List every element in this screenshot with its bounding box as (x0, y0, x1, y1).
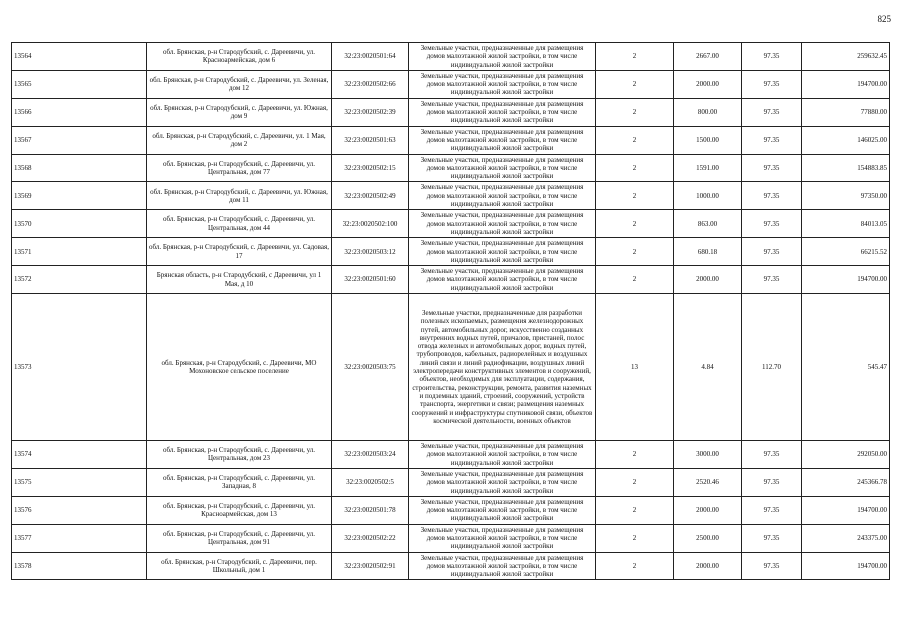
category-cell: 2 (596, 126, 674, 154)
cadastral-number-cell: 32:23:0020501:64 (332, 43, 409, 71)
address-cell: обл. Брянская, р-н Стародубский, с. Дареевичи, ул. Южная, дом 11 (147, 182, 332, 210)
table-row (12, 294, 890, 441)
table-row (12, 552, 890, 580)
area-cell: 2667.00 (674, 43, 742, 71)
category-cell: 2 (596, 524, 674, 552)
cadastral-number-cell: 32:23:0020502:15 (332, 154, 409, 182)
category-cell: 2 (596, 496, 674, 524)
table-row (12, 126, 890, 154)
table-row (12, 441, 890, 469)
rate-cell: 97.35 (742, 182, 802, 210)
row-number: 13575 (12, 468, 147, 496)
area-cell: 4.84 (674, 294, 742, 441)
address-cell: Брянская область, р-н Стародубский, с Дареевичи, ул 1 Мая, д 10 (147, 266, 332, 294)
area-cell: 2000.00 (674, 70, 742, 98)
cadastral-number-cell: 32:23:0020502:100 (332, 210, 409, 238)
land-use-cell: Земельные участки, предназначенные для размещения домов малоэтажной жилой застройки, в том числе индивидуальной жилой застройки (409, 182, 596, 210)
row-number: 13571 (12, 238, 147, 266)
row-number: 13578 (12, 552, 147, 580)
cadastral-number-cell: 32:23:0020501:78 (332, 496, 409, 524)
row-number: 13570 (12, 210, 147, 238)
category-cell: 2 (596, 182, 674, 210)
row-number: 13568 (12, 154, 147, 182)
rate-cell: 97.35 (742, 266, 802, 294)
rate-cell: 97.35 (742, 126, 802, 154)
cadastral-value-cell: 292050.00 (802, 441, 890, 469)
area-cell: 680.18 (674, 238, 742, 266)
land-use-cell: Земельные участки, предназначенные для размещения домов малоэтажной жилой застройки, в том числе индивидуальной жилой застройки (409, 552, 596, 580)
cadastral-value-cell: 194700.00 (802, 70, 890, 98)
table-row (12, 238, 890, 266)
land-use-cell: Земельные участки, предназначенные для размещения домов малоэтажной жилой застройки, в том числе индивидуальной жилой застройки (409, 468, 596, 496)
area-cell: 3000.00 (674, 441, 742, 469)
category-cell: 2 (596, 441, 674, 469)
category-cell: 2 (596, 210, 674, 238)
table-row (12, 70, 890, 98)
rate-cell: 97.35 (742, 238, 802, 266)
cadastral-value-cell: 243375.00 (802, 524, 890, 552)
land-use-cell: Земельные участки, предназначенные для размещения домов малоэтажной жилой застройки, в том числе индивидуальной жилой застройки (409, 98, 596, 126)
address-cell: обл. Брянская, р-н Стародубский, с. Дареевичи, ул. Центральная, дом 91 (147, 524, 332, 552)
cadastral-value-cell: 545.47 (802, 294, 890, 441)
land-valuation-table (11, 42, 890, 580)
land-use-cell: Земельные участки, предназначенные для размещения домов малоэтажной жилой застройки, в том числе индивидуальной жилой застройки (409, 524, 596, 552)
row-number: 13577 (12, 524, 147, 552)
address-cell: обл. Брянская, р-н Стародубский, с. Дареевичи, МО Мохоновское сельское поселение (147, 294, 332, 441)
row-number: 13572 (12, 266, 147, 294)
address-cell: обл. Брянская, р-н Стародубский, с. Дареевичи, ул. Центральная, дом 77 (147, 154, 332, 182)
address-cell: обл. Брянская, р-н Стародубский, с. Дареевичи, ул. Западная, 8 (147, 468, 332, 496)
area-cell: 863.00 (674, 210, 742, 238)
rate-cell: 97.35 (742, 468, 802, 496)
address-cell: обл. Брянская, р-н Стародубский, с. Дареевичи, ул. Центральная, дом 44 (147, 210, 332, 238)
cadastral-number-cell: 32:23:0020502:91 (332, 552, 409, 580)
category-cell: 2 (596, 266, 674, 294)
cadastral-value-cell: 194700.00 (802, 552, 890, 580)
area-cell: 2000.00 (674, 496, 742, 524)
category-cell: 2 (596, 552, 674, 580)
row-number: 13564 (12, 43, 147, 71)
land-use-cell: Земельные участки, предназначенные для размещения домов малоэтажной жилой застройки, в том числе индивидуальной жилой застройки (409, 126, 596, 154)
cadastral-number-cell: 32:23:0020501:60 (332, 266, 409, 294)
row-number: 13565 (12, 70, 147, 98)
category-cell: 2 (596, 98, 674, 126)
rate-cell: 97.35 (742, 496, 802, 524)
area-cell: 2520.46 (674, 468, 742, 496)
rate-cell: 97.35 (742, 210, 802, 238)
table-row (12, 98, 890, 126)
rate-cell: 97.35 (742, 524, 802, 552)
table-row (12, 182, 890, 210)
area-cell: 1591.00 (674, 154, 742, 182)
rate-cell: 97.35 (742, 98, 802, 126)
land-use-cell: Земельные участки, предназначенные для размещения домов малоэтажной жилой застройки, в том числе индивидуальной жилой застройки (409, 441, 596, 469)
category-cell: 2 (596, 468, 674, 496)
land-use-cell: Земельные участки, предназначенные для размещения домов малоэтажной жилой застройки, в том числе индивидуальной жилой застройки (409, 238, 596, 266)
rate-cell: 97.35 (742, 70, 802, 98)
row-number: 13567 (12, 126, 147, 154)
cadastral-number-cell: 32:23:0020502:5 (332, 468, 409, 496)
cadastral-value-cell: 194700.00 (802, 266, 890, 294)
land-use-cell: Земельные участки, предназначенные для разработки полезных ископаемых, размещения железнодорожных путей, автомобильных дорог, искусственно созданных внутренних водных путей, причалов, пристаней, полос отвода железных и автомобильных дорог, водных путей, трубопроводов, кабельных, радиорелейных и воздушных линий связи и линий радиофикации, воздушных линий электропередачи конструктивных элементов и сооружений, объектов, необходимых для эксплуатации, содержания, строительства, реконструкции, ремонта, развития наземных и подземных зданий, строений, сооружений, устройств транспорта, энергетики и связи; размещения наземных сооружений и инфраструктуры спутниковой связи, объектов космической деятельности, военных объектов (409, 294, 596, 441)
table-row (12, 154, 890, 182)
cadastral-value-cell: 77880.00 (802, 98, 890, 126)
category-cell: 13 (596, 294, 674, 441)
table-row (12, 496, 890, 524)
cadastral-value-cell: 154883.85 (802, 154, 890, 182)
address-cell: обл. Брянская, р-н Стародубский, с. Дареевичи, ул. Зеленая, дом 12 (147, 70, 332, 98)
area-cell: 1000.00 (674, 182, 742, 210)
address-cell: обл. Брянская, р-н Стародубский, с. Дареевичи, ул. Красноармейская, дом 6 (147, 43, 332, 71)
address-cell: обл. Брянская, р-н Стародубский, с. Дареевичи, ул. 1 Мая, дом 2 (147, 126, 332, 154)
cadastral-number-cell: 32:23:0020503:12 (332, 238, 409, 266)
cadastral-value-cell: 259632.45 (802, 43, 890, 71)
area-cell: 2000.00 (674, 552, 742, 580)
land-use-cell: Земельные участки, предназначенные для размещения домов малоэтажной жилой застройки, в том числе индивидуальной жилой застройки (409, 70, 596, 98)
area-cell: 1500.00 (674, 126, 742, 154)
address-cell: обл. Брянская, р-н Стародубский, с. Дареевичи, ул. Центральная, дом 23 (147, 441, 332, 469)
table-row (12, 468, 890, 496)
cadastral-number-cell: 32:23:0020502:66 (332, 70, 409, 98)
area-cell: 2000.00 (674, 266, 742, 294)
row-number: 13573 (12, 294, 147, 441)
address-cell: обл. Брянская, р-н Стародубский, с. Дареевичи, ул. Красноармейская, дом 13 (147, 496, 332, 524)
cadastral-value-cell: 194700.00 (802, 496, 890, 524)
category-cell: 2 (596, 154, 674, 182)
table-body (12, 43, 890, 580)
land-use-cell: Земельные участки, предназначенные для размещения домов малоэтажной жилой застройки, в том числе индивидуальной жилой застройки (409, 210, 596, 238)
category-cell: 2 (596, 70, 674, 98)
row-number: 13569 (12, 182, 147, 210)
land-use-cell: Земельные участки, предназначенные для размещения домов малоэтажной жилой застройки, в том числе индивидуальной жилой застройки (409, 266, 596, 294)
category-cell: 2 (596, 43, 674, 71)
cadastral-value-cell: 66215.52 (802, 238, 890, 266)
row-number: 13566 (12, 98, 147, 126)
cadastral-value-cell: 97350.00 (802, 182, 890, 210)
rate-cell: 97.35 (742, 154, 802, 182)
cadastral-number-cell: 32:23:0020501:63 (332, 126, 409, 154)
area-cell: 800.00 (674, 98, 742, 126)
row-number: 13574 (12, 441, 147, 469)
rate-cell: 97.35 (742, 552, 802, 580)
table-row (12, 266, 890, 294)
cadastral-number-cell: 32:23:0020502:22 (332, 524, 409, 552)
page-number: 825 (877, 14, 891, 24)
cadastral-number-cell: 32:23:0020503:24 (332, 441, 409, 469)
cadastral-number-cell: 32:23:0020503:75 (332, 294, 409, 441)
rate-cell: 97.35 (742, 441, 802, 469)
table-row (12, 43, 890, 71)
cadastral-value-cell: 146025.00 (802, 126, 890, 154)
cadastral-number-cell: 32:23:0020502:39 (332, 98, 409, 126)
cadastral-value-cell: 245366.78 (802, 468, 890, 496)
cadastral-number-cell: 32:23:0020502:49 (332, 182, 409, 210)
rate-cell: 112.70 (742, 294, 802, 441)
address-cell: обл. Брянская, р-н Стародубский, с. Дареевичи, ул. Южная, дом 9 (147, 98, 332, 126)
area-cell: 2500.00 (674, 524, 742, 552)
cadastral-value-cell: 84013.05 (802, 210, 890, 238)
address-cell: обл. Брянская, р-н Стародубский, с. Дареевичи, пер. Школьный, дом 1 (147, 552, 332, 580)
land-use-cell: Земельные участки, предназначенные для размещения домов малоэтажной жилой застройки, в том числе индивидуальной жилой застройки (409, 496, 596, 524)
category-cell: 2 (596, 238, 674, 266)
land-use-cell: Земельные участки, предназначенные для размещения домов малоэтажной жилой застройки, в том числе индивидуальной жилой застройки (409, 43, 596, 71)
table-row (12, 210, 890, 238)
row-number: 13576 (12, 496, 147, 524)
rate-cell: 97.35 (742, 43, 802, 71)
table-row (12, 524, 890, 552)
land-use-cell: Земельные участки, предназначенные для размещения домов малоэтажной жилой застройки, в том числе индивидуальной жилой застройки (409, 154, 596, 182)
address-cell: обл. Брянская, р-н Стародубский, с. Дареевичи, ул. Садовая, 17 (147, 238, 332, 266)
